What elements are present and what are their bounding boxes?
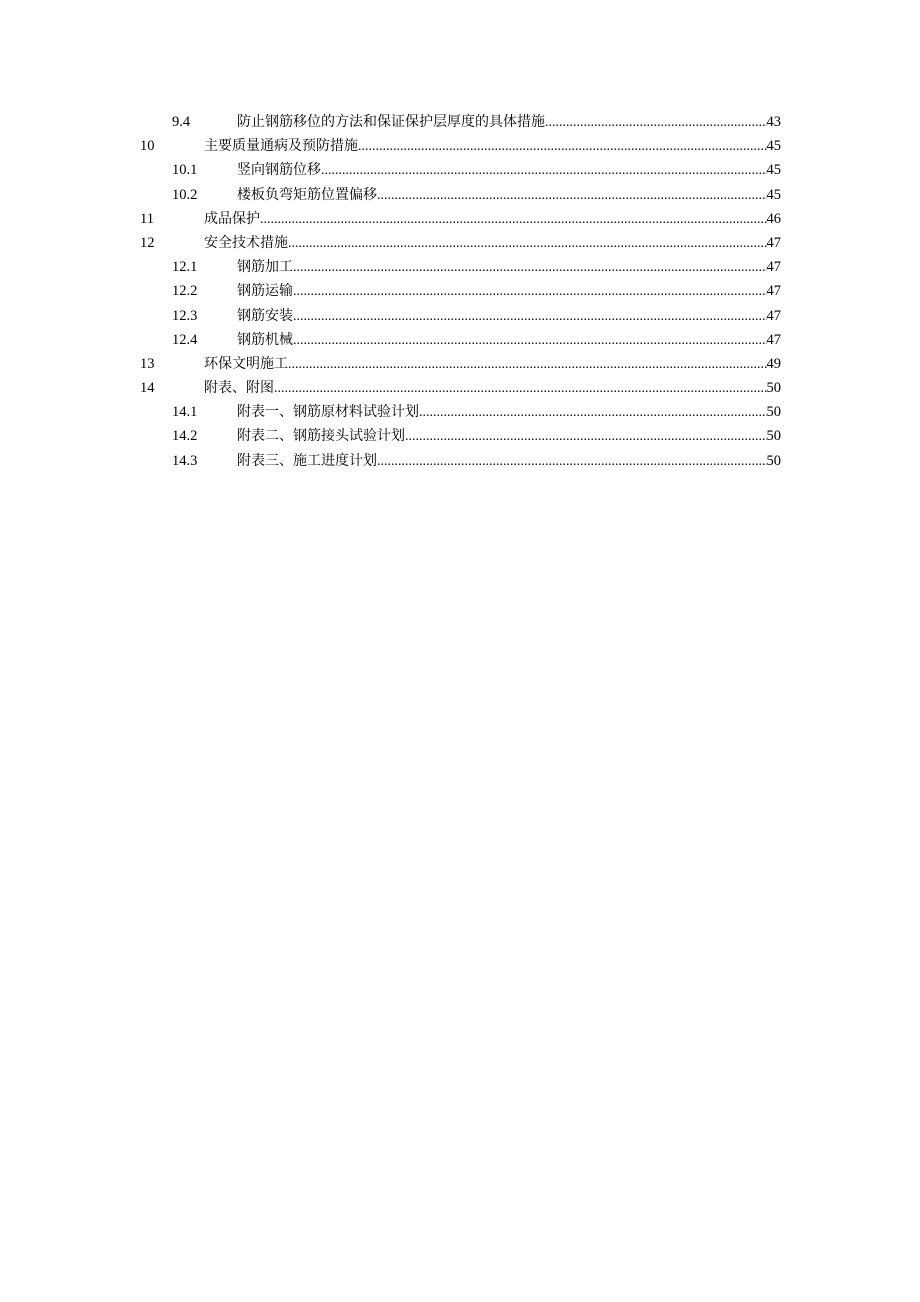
toc-entry-number: 9.4 bbox=[172, 114, 191, 130]
toc-entry-page: 50 bbox=[766, 428, 781, 445]
toc-entry-line bbox=[237, 279, 781, 304]
toc-entry-12[interactable] bbox=[0, 231, 920, 255]
toc-entry-number: 12 bbox=[140, 234, 155, 251]
toc-dot-leader bbox=[293, 329, 767, 353]
toc-dot-leader bbox=[288, 232, 767, 256]
toc-entry-number: 12.4 bbox=[172, 331, 198, 348]
table-of-contents bbox=[0, 110, 920, 473]
toc-entry-page: 50 bbox=[766, 452, 781, 469]
toc-entry-9-4[interactable] bbox=[0, 110, 920, 134]
toc-entry-line bbox=[237, 400, 781, 425]
toc-entry-10-2[interactable] bbox=[0, 183, 920, 207]
toc-entry-title: 钢筋运输 bbox=[237, 283, 293, 300]
toc-dot-leader bbox=[358, 135, 767, 159]
toc-entry-number: 14.2 bbox=[172, 428, 198, 445]
toc-dot-leader bbox=[288, 353, 767, 377]
toc-entry-page: 50 bbox=[766, 404, 781, 421]
toc-entry-12-1[interactable] bbox=[0, 255, 920, 279]
toc-dot-leader bbox=[293, 305, 767, 329]
toc-entry-number: 12.2 bbox=[172, 283, 198, 300]
toc-entry-title: 附表一、钢筋原材料试验计划 bbox=[237, 404, 419, 421]
toc-entry-line bbox=[237, 110, 781, 135]
toc-entry-title: 防止钢筋移位的方法和保证保护层厚度的具体措施 bbox=[237, 114, 545, 130]
toc-entry-number: 10.1 bbox=[172, 162, 198, 179]
toc-entry-number: 14.3 bbox=[172, 452, 198, 469]
toc-entry-page: 47 bbox=[766, 234, 781, 251]
toc-dot-leader bbox=[545, 111, 767, 135]
toc-entry-title: 环保文明施工 bbox=[204, 355, 288, 372]
toc-entry-line bbox=[204, 376, 781, 401]
toc-dot-leader bbox=[260, 208, 767, 232]
toc-entry-page: 49 bbox=[766, 355, 781, 372]
toc-entry-number: 12.1 bbox=[172, 259, 198, 276]
toc-entry-14-3[interactable] bbox=[0, 449, 920, 473]
toc-dot-leader bbox=[419, 401, 767, 425]
toc-entry-line bbox=[237, 304, 781, 329]
toc-dot-leader bbox=[321, 159, 767, 183]
toc-entry-page: 47 bbox=[766, 307, 781, 324]
toc-entry-page: 45 bbox=[766, 186, 781, 203]
toc-entry-title: 附表、附图 bbox=[204, 380, 274, 397]
toc-dot-leader bbox=[274, 377, 767, 401]
toc-entry-page: 45 bbox=[766, 138, 781, 155]
toc-entry-line bbox=[237, 183, 781, 208]
toc-entry-11[interactable] bbox=[0, 207, 920, 231]
toc-entry-title: 主要质量通病及预防措施 bbox=[204, 138, 358, 155]
toc-dot-leader bbox=[377, 450, 767, 474]
toc-entry-title: 钢筋安装 bbox=[237, 307, 293, 324]
toc-entry-12-4[interactable] bbox=[0, 328, 920, 352]
toc-entry-title: 附表三、施工进度计划 bbox=[237, 452, 377, 469]
toc-entry-number: 13 bbox=[140, 355, 155, 372]
toc-entry-line bbox=[237, 255, 781, 280]
toc-entry-page: 47 bbox=[766, 259, 781, 276]
toc-entry-title: 安全技术措施 bbox=[204, 234, 288, 251]
toc-dot-leader bbox=[405, 425, 767, 449]
toc-entry-number: 11 bbox=[140, 210, 154, 227]
toc-entry-number: 14 bbox=[140, 380, 155, 397]
toc-entry-line bbox=[204, 231, 781, 256]
toc-entry-title: 附表二、钢筋接头试验计划 bbox=[237, 428, 405, 445]
toc-entry-page: 45 bbox=[766, 162, 781, 179]
toc-entry-10-1[interactable] bbox=[0, 158, 920, 182]
toc-entry-line bbox=[204, 134, 781, 159]
toc-entry-10[interactable] bbox=[0, 134, 920, 158]
toc-entry-title: 钢筋加工 bbox=[237, 259, 293, 276]
toc-entry-page: 46 bbox=[766, 210, 781, 227]
toc-entry-page: 47 bbox=[766, 331, 781, 348]
toc-entry-line bbox=[237, 424, 781, 449]
toc-entry-line bbox=[237, 449, 781, 474]
toc-entry-14[interactable] bbox=[0, 376, 920, 400]
toc-entry-title: 成品保护 bbox=[204, 210, 260, 227]
toc-entry-line bbox=[204, 207, 781, 232]
toc-entry-14-1[interactable] bbox=[0, 400, 920, 424]
toc-entry-page: 50 bbox=[766, 380, 781, 397]
toc-entry-title: 楼板负弯矩筋位置偏移 bbox=[237, 186, 377, 203]
toc-entry-number: 14.1 bbox=[172, 404, 198, 421]
toc-entry-number: 10 bbox=[140, 138, 155, 155]
toc-entry-number: 12.3 bbox=[172, 307, 198, 324]
toc-entry-12-3[interactable] bbox=[0, 304, 920, 328]
toc-entry-page: 47 bbox=[766, 283, 781, 300]
toc-entry-page: 43 bbox=[766, 114, 781, 130]
toc-entry-line bbox=[237, 158, 781, 183]
toc-dot-leader bbox=[377, 184, 767, 208]
toc-entry-line bbox=[204, 352, 781, 377]
toc-entry-14-2[interactable] bbox=[0, 424, 920, 448]
toc-entry-title: 钢筋机械 bbox=[237, 331, 293, 348]
toc-dot-leader bbox=[293, 280, 767, 304]
toc-entry-title: 竖向钢筋位移 bbox=[237, 162, 321, 179]
toc-entry-line bbox=[237, 328, 781, 353]
toc-entry-12-2[interactable] bbox=[0, 279, 920, 303]
toc-dot-leader bbox=[293, 256, 767, 280]
toc-entry-number: 10.2 bbox=[172, 186, 198, 203]
toc-entry-13[interactable] bbox=[0, 352, 920, 376]
